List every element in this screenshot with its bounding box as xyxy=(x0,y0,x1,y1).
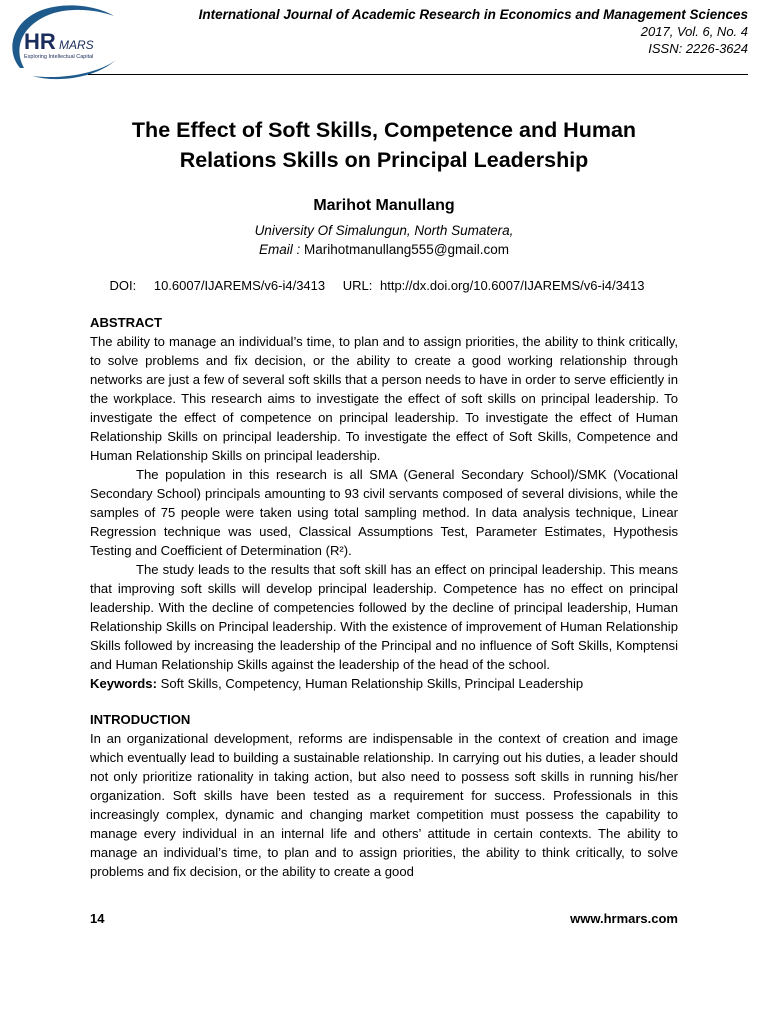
affiliation-text: University Of Simalungun, North Sumatera, xyxy=(254,223,514,238)
email-address[interactable]: Marihotmanullang555@gmail.com xyxy=(303,242,510,257)
logo-swoosh-icon xyxy=(2,2,122,82)
title-line-2: Relations Skills on Principal Leadership xyxy=(179,148,589,172)
journal-name: International Journal of Academic Research in Economics and Management Sciences xyxy=(198,7,748,22)
paper-body xyxy=(90,313,678,881)
keywords-list: Soft Skills, Competency, Human Relationship Skills, Principal Leadership xyxy=(156,676,584,691)
section-spacer xyxy=(90,693,678,710)
email-label: Email : xyxy=(258,242,301,257)
keywords-label: Keywords: xyxy=(90,676,157,691)
author-name: Marihot Manullang xyxy=(313,197,455,214)
doi-label: DOI: xyxy=(109,278,137,293)
introduction-heading: INTRODUCTION xyxy=(90,712,191,727)
introduction-paragraph-1: In an organizational development, reforms are indispensable in the context of creation and image which eventually lead to building a sustainable relationship. In carrying out his duties, a leader should not only prioritize rationality in taking action, but also need to possess soft skills in running his/her organization. Soft skills have been tested as a requirement for success. Professionals in this increasingly complex, dynamic and changing market competition must possess the capability to manage every individual in an internal life and others’ attitude in certain contexts. The ability to manage an individual’s time, to plan and to assign priorities, the ability to think critically, to solve problems and fix decision, or the ability to create a good xyxy=(90,731,678,879)
logo-mars-text: MARS xyxy=(59,38,94,52)
journal-issn: ISSN: 2226-3624 xyxy=(648,41,748,56)
hrmars-logo xyxy=(2,2,122,82)
abstract-paragraph-2: The population in this research is all SMA (General Secondary School)/SMK (Vocational Secondary School) principals amounting to 93 civil servants composed of several divisions, while the samples of 75 people were taken using total sampling method. In data analysis technique, Linear Regression technique was used, Classical Assumptions Test, Parameter Estimates, Hypothesis Testing and Coefficient of Determination (R²). xyxy=(90,467,678,558)
logo-hr-text: HR xyxy=(24,29,56,54)
url-value[interactable]: http://dx.doi.org/10.6007/IJAREMS/v6-i4/3413 xyxy=(380,278,645,293)
author-affiliation xyxy=(90,221,678,259)
title-line-1: The Effect of Soft Skills, Competence and Human xyxy=(131,118,637,142)
keywords-line xyxy=(90,674,678,693)
email-line xyxy=(90,240,678,259)
doi-url-line xyxy=(90,278,678,293)
abstract-heading: ABSTRACT xyxy=(90,315,163,330)
url-label: URL: xyxy=(342,278,373,293)
header-divider xyxy=(88,74,748,75)
abstract-paragraph-3: The study leads to the results that soft skill has an effect on principal leadership. This means that improving soft skills will develop principal leadership. Competence has no effect on principal leadership. With the decline of competencies followed by the decline of principal leadership, Human Relationship Skills on Principal leadership. With the existence of improvement of Human Relationship Skills followed by increasing the leadership of the Principal and no influence of Soft Skills, Komptensi and Human Relationship Skills against the leadership of the head of the school. xyxy=(90,562,678,672)
paper-title xyxy=(90,115,678,175)
page-number: 14 xyxy=(90,911,105,926)
abstract-paragraph-1: The ability to manage an individual’s time, to plan and to assign priorities, the ability to think critically, to solve problems and fix decision, or the ability to create a good working relationship through networks are just a few of several soft skills that a person needs to have in order to serve efficiently in the workplace. This research aims to investigate the effect of soft skills on principal leadership. To investigate the effect of competence on principal leadership. To investigate the effect of Human Relationship Skills on principal leadership. To investigate the effect of Soft Skills, Competence and Human Relationship Skills on principal leadership. xyxy=(90,334,678,463)
journal-volume: 2017, Vol. 6, No. 4 xyxy=(640,24,748,39)
footer-website[interactable]: www.hrmars.com xyxy=(570,911,678,926)
doi-value[interactable]: 10.6007/IJAREMS/v6-i4/3413 xyxy=(153,278,326,293)
logo-tagline: Exploring Intellectual Capital xyxy=(24,54,94,60)
journal-header xyxy=(188,6,748,57)
